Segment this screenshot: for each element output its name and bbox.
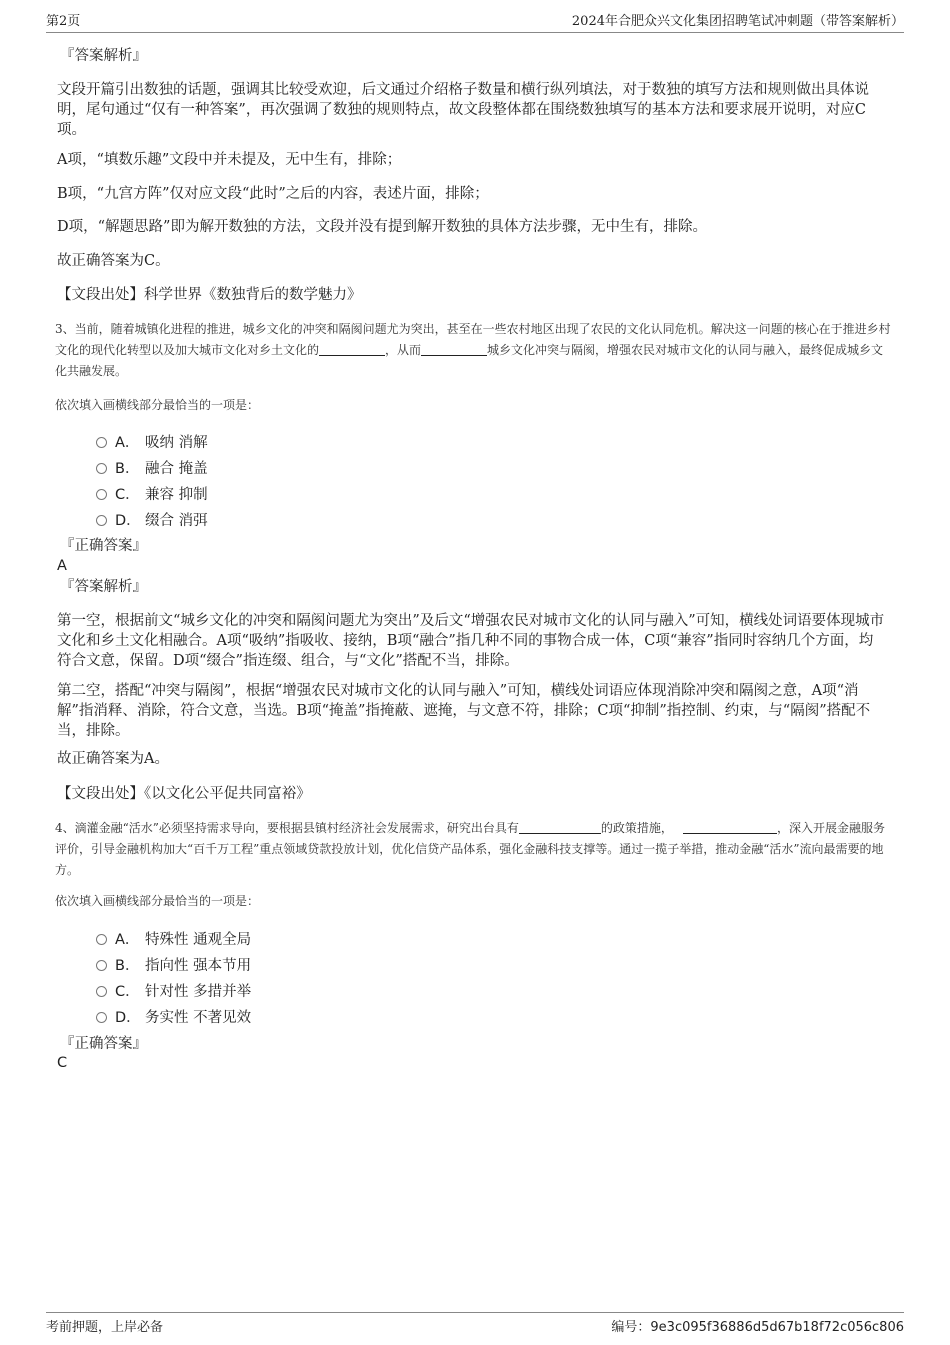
option-letter: B． [115,461,140,477]
option-letter: A． [115,435,140,451]
q3-stem-part-1: 3、当前，随着城镇化进程的推进，城乡文化的冲突和隔阂问题尤为突出，甚至在一些农村地区出现了农民的文化认同危机。解决这一问题的核心在于推进乡村文化的现代化转型以及加大城市文化对乡土文化的 [55,322,891,357]
q3-conclusion: 故正确答案为A。 [57,751,169,767]
q2-analysis-paragraph-3: B项，“九宫方阵”仅对应文段“此时”之后的内容，表述片面，排除； [57,186,489,202]
q4-option-b[interactable] [96,954,251,974]
q3-option-b[interactable] [96,457,208,477]
option-letter: C． [115,487,140,503]
q3-answer-heading: 『正确答案』 [60,538,147,554]
radio-icon[interactable] [96,986,107,997]
q4-stem-part-2: 的政策措施， [600,821,673,835]
radio-icon[interactable] [96,934,107,945]
option-text: 缀合 消弭 [145,513,208,529]
radio-icon[interactable] [96,463,107,474]
radio-icon[interactable] [96,489,107,500]
q4-option-d[interactable] [96,1006,251,1026]
q3-source: 【文段出处】《以文化公平促共同富裕》 [57,786,311,802]
q3-analysis-paragraph-1: 第一空，根据前文“城乡文化的冲突和隔阂问题尤为突出”及后文“增强农民对城市文化的认同与融入”可知，横线处词语要体现城市文化和乡土文化相融合。A项“吸纳”指吸收、接纳，B项“融合”指几种不同的事物合成一体，C项“兼容”指同时容纳几个方面，均符合文意，保留。D项“缀合”指连缀、组合，与“文化”搭配不当，排除。 [57,613,885,669]
option-text: 兼容 抑制 [145,487,208,503]
q4-stem [55,818,895,881]
radio-icon[interactable] [96,515,107,526]
document-title: 2024年合肥众兴文化集团招聘笔试冲刺题（带答案解析） [571,14,904,29]
q3-stem-part-2: ，从而 [385,343,422,357]
q3-answer: A [57,558,67,574]
q3-blank-2 [421,343,487,356]
q3-stem [55,319,895,382]
option-text: 指向性 强本节用 [145,958,252,974]
q3-analysis-paragraph-2: 第二空，搭配“冲突与隔阂”，根据“增强农民对城市文化的认同与融入”可知，横线处词语应体现消除冲突和隔阂之意，A项“消解”指消释、消除，符合文意，当选。B项“掩盖”指掩蔽、遮掩，与文意不符，排除；C项“抑制”指控制、约束，与“隔阂”搭配不当，排除。 [57,683,871,739]
option-letter: B． [115,958,140,974]
option-text: 吸纳 消解 [145,435,208,451]
document-code [611,1316,904,1335]
q2-analysis-paragraph-4: D项，“解题思路”即为解开数独的方法，文段并没有提到解开数独的具体方法步骤，无中生有，排除。 [57,219,707,235]
q3-prompt: 依次填入画横线部分最恰当的一项是： [55,398,260,412]
q4-answer: C [57,1055,68,1071]
footer-slogan: 考前押题，上岸必备 [46,1320,164,1335]
q4-option-c[interactable] [96,980,251,1000]
radio-icon[interactable] [96,960,107,971]
radio-icon[interactable] [96,437,107,448]
page-footer [46,1312,904,1333]
q3-stem-part-3: 城乡文化冲突与隔阂，增强农民对城市文化的认同与融入，最终促成城乡文化共融发展。 [55,343,884,378]
q4-stem-part-1: 4、滴灌金融“活水”必须坚持需求导向，要根据县镇村经济社会发展需求，研究出台具有 [55,821,519,835]
option-letter: C． [115,984,140,1000]
option-letter: D． [115,1010,141,1026]
q4-blank-1 [519,821,601,834]
q4-stem-part-3: ，深入开展金融服务评价，引导金融机构加大“百千万工程”重点领域贷款投放计划，优化信贷产品体系，强化金融科技支撑等。通过一揽子举措，推动金融“活水”流向最需要的地方。 [55,821,885,877]
code-label: 编号： [611,1320,651,1335]
option-letter: A． [115,932,140,948]
code-value: 9e3c095f36886d5d67b18f72c056c806 [650,1320,904,1335]
q4-blank-2 [683,821,777,834]
q2-analysis-paragraph-1: 文段开篇引出数独的话题，强调其比较受欢迎，后文通过介绍格子数量和横行纵列填法，对于数独的填写方法和规则做出具体说明，尾句通过“仅有一种答案”，再次强调了数独的规则特点，故文段整体都在围绕数独填写的基本方法和要求展开说明，对应C项。 [57,82,869,138]
option-text: 融合 掩盖 [145,461,208,477]
q2-conclusion: 故正确答案为C。 [57,253,170,269]
q4-prompt: 依次填入画横线部分最恰当的一项是： [55,894,260,908]
q4-answer-heading: 『正确答案』 [60,1036,147,1052]
radio-icon[interactable] [96,1012,107,1023]
option-letter: D． [115,513,141,529]
page-number: 第2页 [46,14,81,29]
q3-analysis-heading: 『答案解析』 [60,579,147,595]
option-text: 务实性 不著见效 [145,1010,252,1026]
option-text: 特殊性 通观全局 [145,932,252,948]
page-header [46,12,904,33]
q2-analysis-heading: 『答案解析』 [60,48,147,64]
q4-option-a[interactable] [96,928,251,948]
q3-option-a[interactable] [96,431,208,451]
q3-blank-1 [319,343,385,356]
q2-source: 【文段出处】科学世界《数独背后的数学魅力》 [57,287,362,303]
q2-analysis-paragraph-2: A项，“填数乐趣”文段中并未提及，无中生有，排除； [57,152,402,168]
option-text: 针对性 多措并举 [145,984,252,1000]
q3-option-c[interactable] [96,483,208,503]
q3-option-d[interactable] [96,509,208,529]
